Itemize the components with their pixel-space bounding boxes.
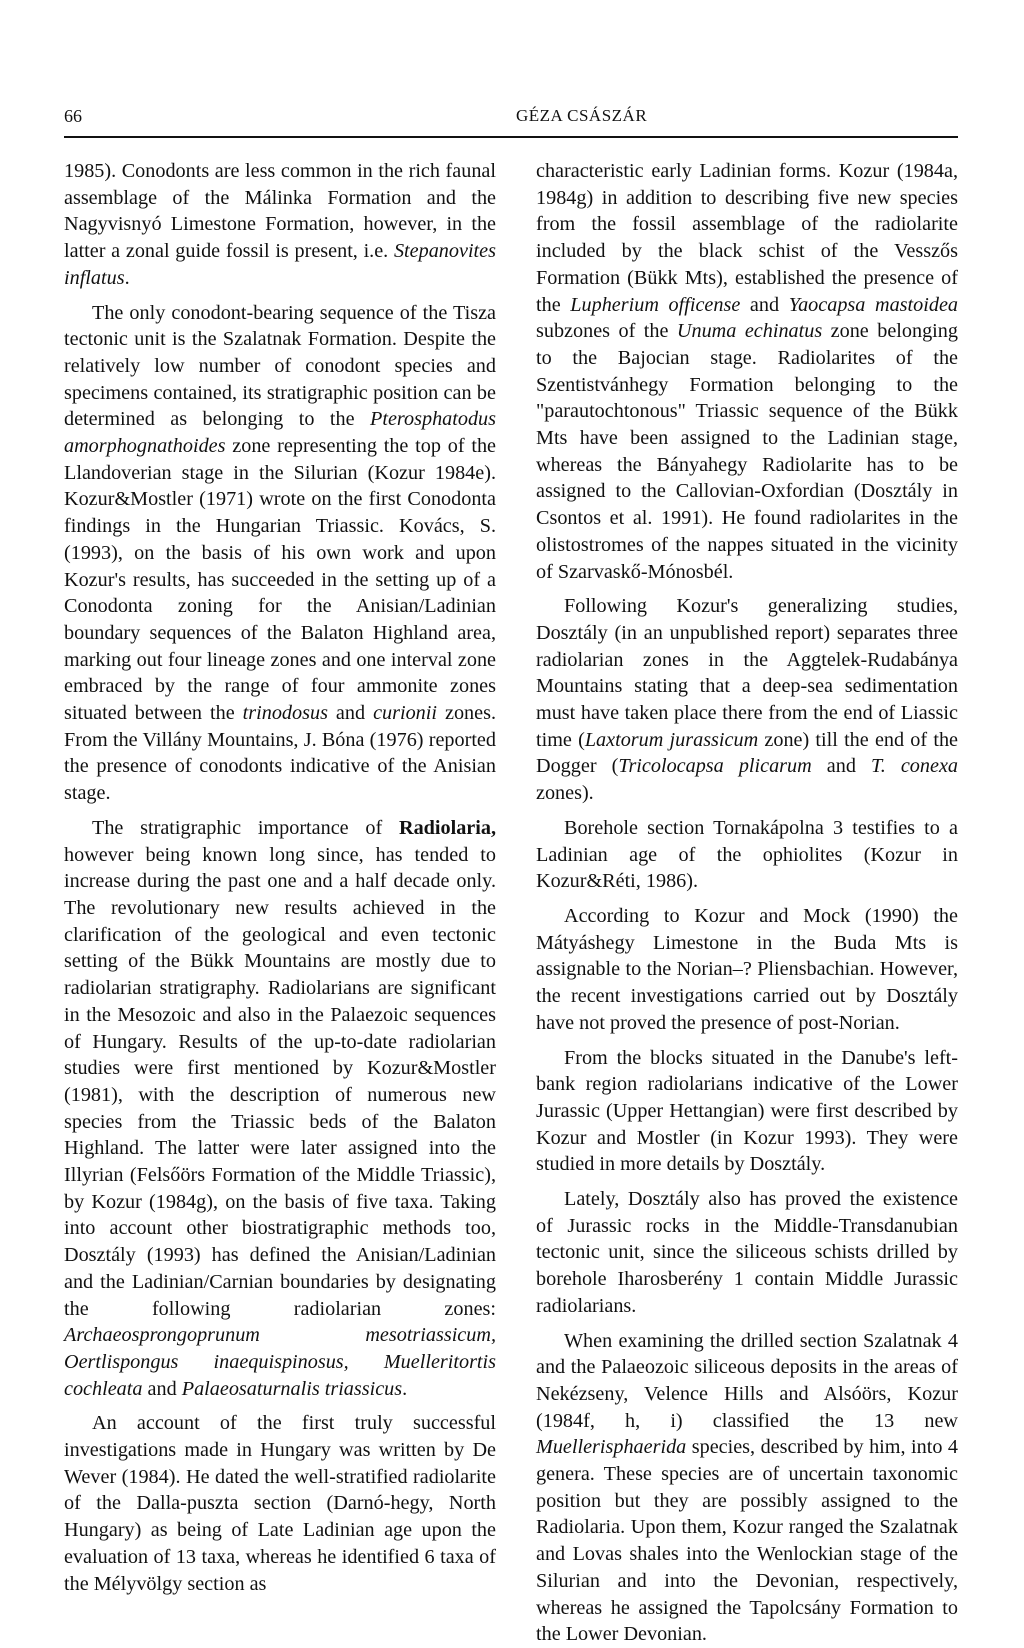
paragraph: Borehole section Tornakápolna 3 testifies to a Ladinian age of the ophiolites (Kozur in Kozur&Réti, 1986). — [536, 816, 958, 893]
page-number: 66 — [64, 106, 82, 126]
text: When examining the drilled section Szalatnak 4 and the Palaeozoic siliceous deposits in the areas of Nekézseny, Velence Hills and Alsóörs, Kozur (1984f, h, i) classified the 13 new — [536, 1329, 958, 1432]
text: . — [402, 1377, 408, 1400]
text: Following Kozur's generalizing studies, Dosztály (in an unpublished report) separates three radiolarian zones in the Aggtelek-Rudabánya Mountains stating that a deep-sea sedimentation must have taken place there from the end of Liassic time ( — [536, 595, 958, 751]
text: zone) till the end of the Dogger ( — [536, 728, 959, 778]
zone-name: Lupherium officense — [570, 293, 741, 316]
zone-name: Unuma echinatus — [676, 320, 823, 343]
text: zones). — [536, 782, 594, 805]
text: The only conodont-bearing sequence of the Tisza tectonic unit is the Szalatnak Formation. Despite the relatively low number of conodont species and specimens contained, its stratigraphic position can be determined as belonging to the — [64, 301, 496, 431]
paragraph — [64, 300, 496, 807]
text: 1985). Conodonts are less common in the rich faunal assemblage of the Málinka Formation and the Nagyvisnyó Limestone Formation, however, in the latter a zonal guide fossil is present, i.e. — [64, 160, 496, 263]
paragraph: An account of the first truly successful investigations made in Hungary was written by De Wever (1984). He dated the well-stratified radiolarite of the Dalla-puszta section (Darnó-hegy, North Hungary) as being of Late Ladinian age upon the evaluation of 13 taxa, whereas he identified 6 taxa of the Mélyvölgy section as — [64, 1412, 496, 1595]
text: characteristic early Ladinian forms. Kozur (1984a, 1984g) in addition to describing five new species from the fossil assemblage of the radiolarite included by the black schist of the Vesszős Formation (Bükk Mts), established the presence of the — [536, 160, 958, 316]
text: and — [327, 702, 374, 725]
zone-name: Pterosphatodus amorphognathoides — [64, 408, 496, 458]
zone-name: T. conexa — [871, 755, 958, 778]
text: zones. From the Villány Mountains, J. Bóna (1976) reported the presence of conodonts indicative of the Anisian stage. — [64, 702, 496, 805]
paragraph: Lately, Dosztály also has proved the existence of Jurassic rocks in the Middle-Transdanubian tectonic unit, since the siliceous schists drilled by borehole Iharosberény 1 contain Middle Jurassic radiolarians. — [536, 1188, 958, 1317]
text: species, described by him, into 4 genera. These species are of uncertain taxonomic position but they are possibly assigned to the Radiolaria. Upon them, Kozur ranged the Szalatnak and Lovas shales into the Wenlockian stage of the Silurian and into the Devonian, respectively, whereas he assigned the Tapolcsány Formation to the Lower Devonian. — [536, 1436, 958, 1646]
text: and — [142, 1377, 182, 1400]
text: The stratigraphic importance of — [92, 816, 399, 839]
zone-name: trinodosus — [242, 702, 328, 725]
text: however being known long since, has tended to increase during the past one and a half decade only. The revolutionary new results achieved in the clarification of the geological and even tectonic setting of the Bükk Mountains are mostly due to radiolarian stratigraphy. Radiolarians are significant in the Mesozoic and also in the Palaezoic sequences of Hungary. Results of the up-to-date radiolarian studies were first mentioned by Kozur&Mostler (1981), with the description of numerous new species from the Triassic beds of the Balaton Highland. The latter were later assigned into the Illyrian (Felsőörs Formation of the Middle Triassic), by Kozur (1984g), on the basis of five taxa. Taking into account other biostratigraphic methods too, Dosztály (1993) has defined the Anisian/Ladinian and the Ladinian/Carnian boundaries by designating the following radiolarian zones: — [64, 843, 496, 1320]
zone-name: Laxtorum jurassicum — [584, 728, 759, 751]
zone-name: Tricolocapsa plicarum — [618, 755, 812, 778]
zone-names: Archaeosprongoprunum mesotriassicum, Oertlispongus inaequispinosus, Muelleritortis cochleata — [64, 1324, 496, 1400]
text: zone belonging to the Bajocian stage. Radiolarites of the Szentistvánhegy Formation belonging to the "parautochtonous" Triassic sequence of the Bükk Mts have been assigned to the Ladinian stage, whereas the Bányahegy Radiolarite has to be assigned to the Callovian-Oxfordian (Dosztály in Csontos et al. 1991). He found radiolarites in the olistostromes of the nappes situated in the vicinity of Szarvaskő-Mónosbél. — [536, 320, 958, 583]
running-head — [64, 100, 958, 138]
bold-term: Radiolaria, — [398, 816, 496, 839]
zone-name: Yaocapsa mastoidea — [788, 293, 958, 316]
zone-name: curionii — [373, 702, 437, 725]
right-column — [536, 158, 958, 1648]
species-name: Stepanovites inflatus — [64, 240, 496, 289]
running-title: GÉZA CSÁSZÁR — [516, 106, 648, 125]
paragraph — [536, 593, 958, 807]
paragraph: From the blocks situated in the Danube's left-bank region radiolarians indicative of the Lower Jurassic (Upper Hettangian) were first described by Kozur and Mostler (in Kozur 1993). They were studied in more details by Dosztály. — [536, 1046, 958, 1176]
paragraph: According to Kozur and Mock (1990) the Mátyáshegy Limestone in the Buda Mts is assignable to the Norian–? Pliensbachian. However, the recent investigations carried out by Dosztály have not proved the presence of post-Norian. — [536, 904, 958, 1034]
paragraph — [536, 158, 958, 585]
left-column — [64, 158, 496, 1597]
text: subzones of the — [536, 320, 677, 343]
paragraph — [64, 815, 496, 1402]
zone-name: Palaeosaturnalis triassicus — [181, 1377, 403, 1400]
text: and — [811, 755, 871, 778]
paragraph — [64, 158, 496, 292]
text: . — [124, 266, 130, 289]
paragraph — [536, 1328, 958, 1648]
text: and — [740, 293, 789, 316]
text: zone representing the top of the Llandoverian stage in the Silurian (Kozur 1984e). Kozur&Mostler (1971) wrote on the first Conodonta findings in the Hungarian Triassic. Kovács, S. (1993), on the basis of his own work and upon Kozur's results, has succeeded in the setting up of a Conodonta zoning for the Anisian/Ladinian boundary sequences of the Balaton Highland area, marking out four lineage zones and one interval zone embraced by the range of four ammonite zones situated between the — [64, 435, 496, 725]
taxon-name: Muellerisphaerida — [536, 1436, 687, 1459]
